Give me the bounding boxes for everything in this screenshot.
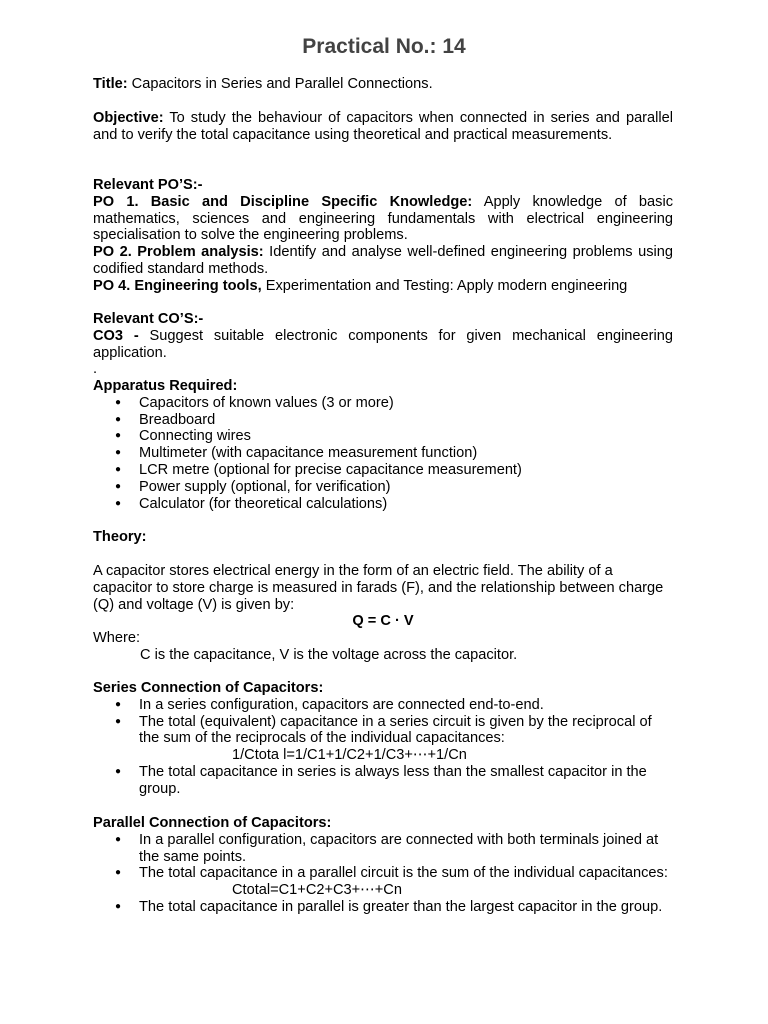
page-title: Practical No.: 14 <box>302 35 466 58</box>
objective-label: Objective: <box>93 110 164 126</box>
list-item: ● Power supply (optional, for verification) <box>93 479 673 496</box>
objective-paragraph <box>93 110 673 144</box>
list-item <box>93 714 673 764</box>
list-item: ● In a series configuration, capacitors are connected end-to-end. <box>93 697 673 714</box>
parallel-heading: Parallel Connection of Capacitors: <box>93 815 332 831</box>
parallel-item2-text: The total capacitance in a parallel circuit is the sum of the individual capacitances: <box>139 865 668 882</box>
title-line <box>93 76 673 93</box>
pos-heading: Relevant PO’S:- <box>93 177 203 193</box>
co3-text: Suggest suitable electronic components for given mechanical engineering application. <box>93 327 673 361</box>
po2-text: Identify and analyse well-defined engineering problems using codified standard methods. <box>93 244 674 277</box>
co3-label: CO3 - <box>93 327 139 344</box>
list-item: ● The total capacitance in parallel is greater than the largest capacitor in the group. <box>93 899 673 916</box>
po1-text: Apply knowledge of basic mathematics, sciences and engineering fundamentals with electrical engineering specialisation to solve the engineering problems. <box>93 193 673 244</box>
theory-section <box>93 563 673 664</box>
list-item: ● In a parallel configuration, capacitors are connected with both terminals joined at the same points. <box>93 832 673 866</box>
list-item: ● LCR metre (optional for precise capacitance measurement) <box>93 462 673 479</box>
apparatus-heading: Apparatus Required: <box>93 378 238 394</box>
cos-section <box>93 311 673 378</box>
po4-label: PO 4. Engineering tools, <box>93 277 262 294</box>
charge-formula: Q = C · V <box>352 613 414 630</box>
po2-label: PO 2. Problem analysis: <box>93 244 264 261</box>
cos-heading: Relevant CO’S:- <box>93 311 204 327</box>
theory-heading-text: Theory: <box>93 529 147 545</box>
series-list <box>93 697 673 798</box>
co-dot: . <box>93 361 98 378</box>
apparatus-section <box>93 378 673 512</box>
po2-paragraph <box>93 244 673 278</box>
list-item: ● Breadboard <box>93 412 673 429</box>
series-heading: Series Connection of Capacitors: <box>93 680 324 696</box>
list-item: ● The total capacitance in series is always less than the smallest capacitor in the group. <box>93 764 673 798</box>
parallel-list <box>93 832 673 916</box>
parallel-section <box>93 815 673 916</box>
list-item: ● Calculator (for theoretical calculations) <box>93 496 673 513</box>
title-label: Title: <box>93 76 128 92</box>
where-label: Where: <box>93 630 141 647</box>
apparatus-list <box>93 395 673 513</box>
list-item: ● Connecting wires <box>93 428 673 445</box>
parallel-formula: Ctotal=C1+C2+C3+⋯+Cn <box>232 882 402 899</box>
po4-text: Experimentation and Testing: Apply modern engineering <box>265 277 628 294</box>
co3-paragraph <box>93 328 673 362</box>
theory-paragraph: A capacitor stores electrical energy in the form of an electric field. The ability of a capacitor to store charge is measured in farads (F), and the relationship between charge (Q) and voltage (V) is given by: <box>93 563 664 613</box>
where-text: C is the capacitance, V is the voltage across the capacitor. <box>140 646 518 663</box>
series-formula: 1/Ctota l=1/C1+1/C2+1/C3+⋯+1/Cn <box>232 747 467 764</box>
objective-text: To study the behaviour of capacitors when connected in series and parallel and to verify the total capacitance using theoretical and practical measurements. <box>93 110 673 143</box>
po4-paragraph <box>93 278 673 295</box>
list-item: ● Multimeter (with capacitance measurement function) <box>93 445 673 462</box>
series-item2-text: The total (equivalent) capacitance in a series circuit is given by the reciprocal of the sum of the reciprocals of the individual capacitances: <box>139 713 652 747</box>
po1-paragraph <box>93 194 673 244</box>
title-text: Capacitors in Series and Parallel Connections. <box>131 76 433 92</box>
list-item: ● Capacitors of known values (3 or more) <box>93 395 673 412</box>
series-section <box>93 680 673 798</box>
pos-section <box>93 177 673 295</box>
po1-label: PO 1. Basic and Discipline Specific Knowledge: <box>93 193 473 210</box>
list-item <box>93 865 673 899</box>
theory-heading <box>93 529 673 546</box>
